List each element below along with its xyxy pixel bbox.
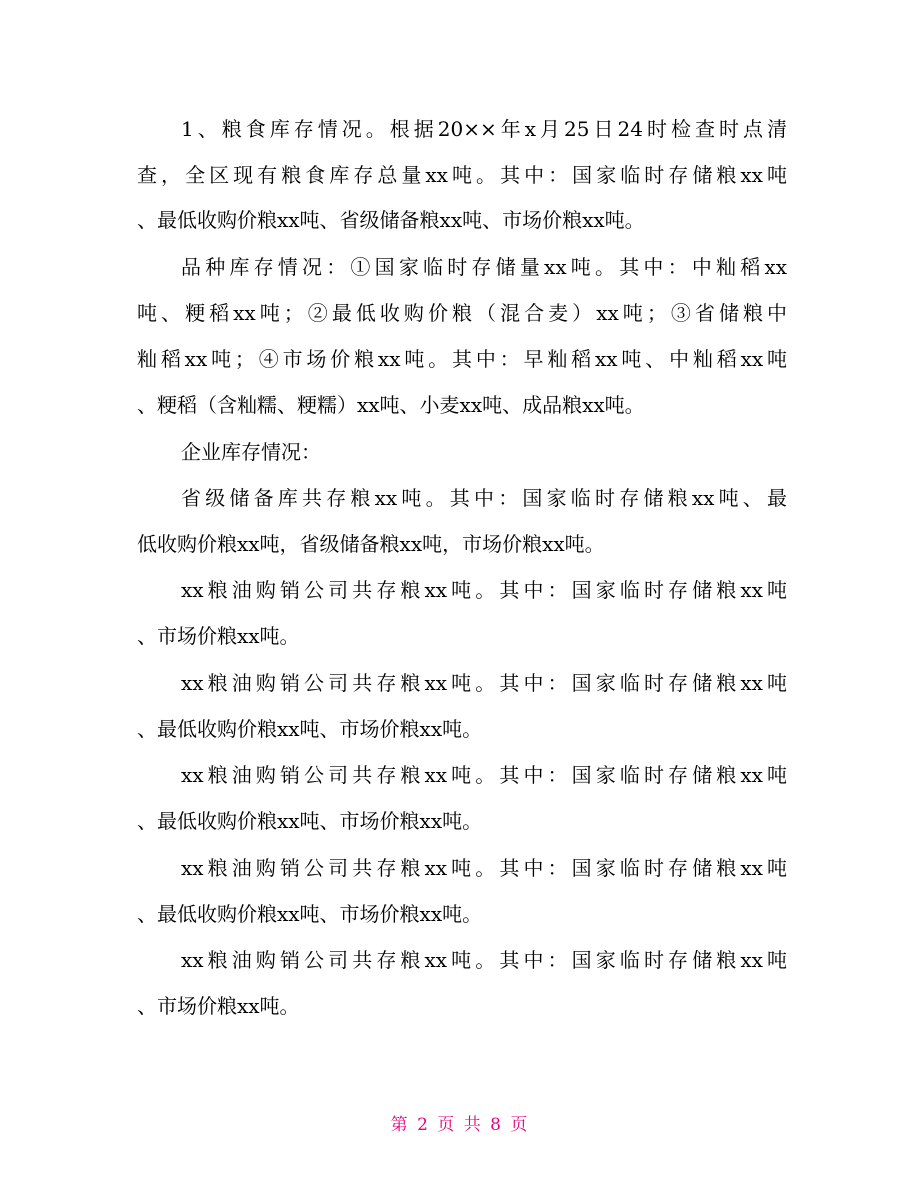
paragraph-7-line-2: 、最低收购价粮xx吨、市场价粮xx吨。 <box>137 809 483 833</box>
paragraph-2-line-3: 籼稻xx吨；④市场价粮xx吨。其中：早籼稻xx吨、中籼稻xx吨 <box>137 347 787 371</box>
paragraph-9-line-2: 、市场价粮xx吨。 <box>137 994 300 1018</box>
paragraph-1-line-3: 、最低收购价粮xx吨、省级储备粮xx吨、市场价粮xx吨。 <box>137 208 645 232</box>
paragraph-1-line-2: 查，全区现有粮食库存总量xx吨。其中：国家临时存储粮xx吨 <box>137 163 787 187</box>
paragraph-2-line-4: 、粳稻（含籼糯、粳糯）xx吨、小麦xx吨、成品粮xx吨。 <box>137 393 645 417</box>
paragraph-1-line-1: 1、粮食库存情况。根据20××年x月25日24时检查时点清 <box>181 117 787 141</box>
paragraph-5-line-1: xx粮油购销公司共存粮xx吨。其中：国家临时存储粮xx吨 <box>181 578 787 602</box>
paragraph-2-line-1: 品种库存情况：①国家临时存储量xx吨。其中：中籼稻xx <box>181 255 787 279</box>
paragraph-8-line-1: xx粮油购销公司共存粮xx吨。其中：国家临时存储粮xx吨 <box>181 856 787 880</box>
paragraph-4-line-1: 省级储备库共存粮xx吨。其中：国家临时存储粮xx吨、最 <box>181 486 787 510</box>
paragraph-2-line-2: 吨、粳稻xx吨；②最低收购价粮（混合麦）xx吨；③省储粮中 <box>137 301 787 325</box>
paragraph-3-heading: 企业库存情况： <box>181 440 321 464</box>
paragraph-5-line-2: 、市场价粮xx吨。 <box>137 624 300 648</box>
paragraph-9-line-1: xx粮油购销公司共存粮xx吨。其中：国家临时存储粮xx吨 <box>181 948 787 972</box>
page-number-footer: 第 2 页 共 8 页 <box>390 1115 530 1135</box>
paragraph-6-line-2: 、最低收购价粮xx吨、市场价粮xx吨。 <box>137 717 483 741</box>
paragraph-7-line-1: xx粮油购销公司共存粮xx吨。其中：国家临时存储粮xx吨 <box>181 763 787 787</box>
paragraph-8-line-2: 、最低收购价粮xx吨、市场价粮xx吨。 <box>137 902 483 926</box>
paragraph-4-line-2: 低收购价粮xx吨，省级储备粮xx吨，市场价粮xx吨。 <box>137 532 605 556</box>
paragraph-6-line-1: xx粮油购销公司共存粮xx吨。其中：国家临时存储粮xx吨 <box>181 671 787 695</box>
